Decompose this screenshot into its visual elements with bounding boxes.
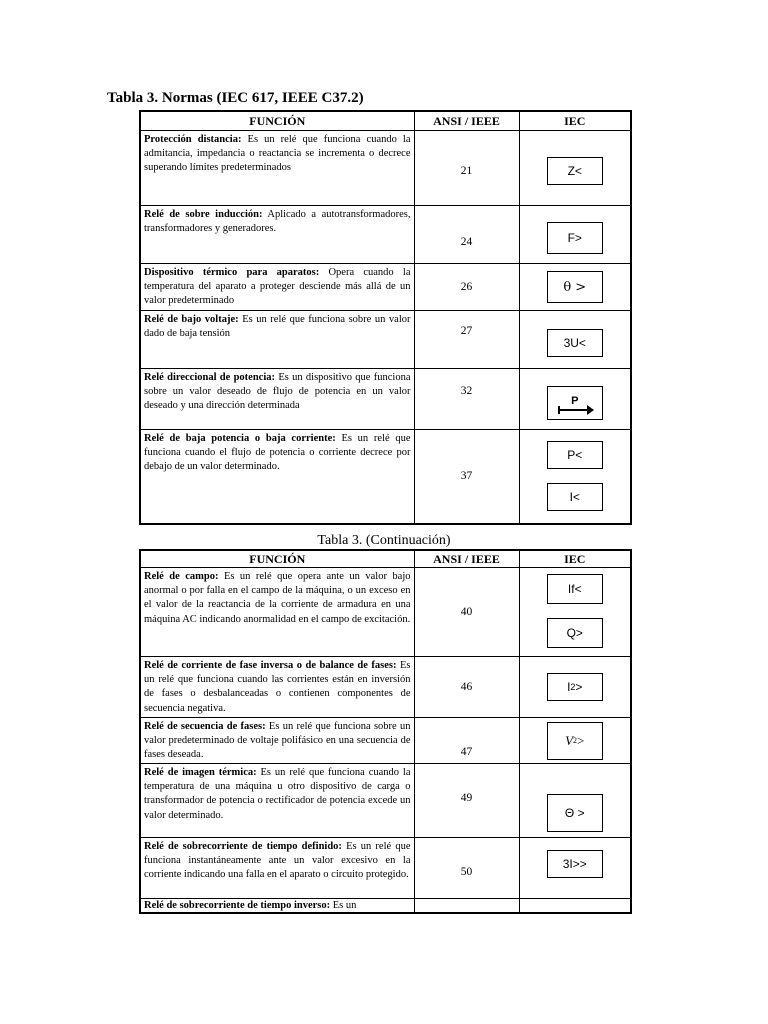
- function-desc: Es un relé que funciona cuando el flujo de potencia o corriente decrece por debajo de un valor determinado.: [144, 433, 411, 473]
- function-desc: Aplicado a autotransformadores, transformadores y generadores.: [144, 209, 411, 235]
- function-name: Relé de sobre inducción:: [144, 209, 263, 220]
- ansi-code: 24: [414, 206, 519, 264]
- function-name: Relé de sobrecorriente de tiempo definido:: [144, 841, 342, 852]
- iec-symbol: Z<: [547, 157, 603, 185]
- function-desc: Opera cuando la temperatura del aparato a proteger desciende más allá de un valor predeterminado: [144, 267, 411, 307]
- norms-table: [139, 110, 632, 525]
- function-cell: [140, 568, 414, 657]
- header-iec: IEC: [519, 111, 631, 131]
- norms-table-continuation: [139, 549, 632, 914]
- header-funcion: FUNCIÓN: [140, 111, 414, 131]
- iec-cell: [519, 206, 631, 264]
- function-cell: [140, 430, 414, 524]
- table1-title: Tabla 3. Normas (IEC 617, IEEE C37.2): [107, 90, 364, 106]
- table-row: [140, 764, 631, 838]
- function-desc: Es un relé que funciona cuando las corrientes están en inversión de fases o desbalanceadas o contienen componentes de secuencia negativa.: [144, 660, 411, 714]
- header-iec: IEC: [519, 550, 631, 568]
- table-header-row: [140, 111, 631, 131]
- iec-symbol: F>: [547, 222, 603, 254]
- function-name: Relé de campo:: [144, 571, 219, 582]
- iec-symbol: Q>: [547, 618, 603, 648]
- iec-symbol-main: I: [567, 680, 571, 694]
- function-cell: [140, 131, 414, 206]
- function-desc: Es un relé que funciona instantáneamente ante un valor excesivo en la corriente indicando una falla en el aparato o circuito protegido.: [144, 841, 411, 881]
- function-name: Relé de imagen térmica:: [144, 767, 257, 778]
- iec-symbol: θ >: [547, 271, 603, 303]
- table-row: [140, 369, 631, 430]
- function-name: Protección distancia:: [144, 134, 242, 145]
- table2-title: Tabla 3. (Continuación): [317, 533, 451, 548]
- function-cell: [140, 718, 414, 764]
- table-row: [140, 430, 631, 524]
- header-ansi: ANSI / IEEE: [414, 550, 519, 568]
- function-name: Relé de bajo voltaje:: [144, 314, 239, 325]
- function-name: Relé de baja potencia o baja corriente:: [144, 433, 336, 444]
- iec-symbol-label: P: [571, 395, 579, 407]
- header-funcion: FUNCIÓN: [140, 550, 414, 568]
- function-cell: [140, 899, 414, 914]
- function-desc: Es un relé que funciona cuando la temperatura de una máquina u otro dispositivo de carga o transformador de potencia o rectificador de potencia excede un valor determinado.: [144, 767, 411, 821]
- ansi-code: 50: [414, 838, 519, 899]
- table-row: [140, 568, 631, 657]
- ansi-code: 26: [414, 264, 519, 311]
- arrow-right-icon: [558, 409, 592, 411]
- function-name: Relé de corriente de fase inversa o de balance de fases:: [144, 660, 397, 671]
- table-row: [140, 718, 631, 764]
- table-row: [140, 131, 631, 206]
- ansi-code: 21: [414, 131, 519, 206]
- function-desc: Es un dispositivo que funciona sobre un valor deseado de flujo de potencia en un valor deseado y una dirección determinada: [144, 372, 411, 412]
- iec-symbol: I<: [547, 483, 603, 511]
- function-cell: [140, 311, 414, 369]
- iec-cell: [519, 430, 631, 524]
- iec-cell: [519, 899, 631, 914]
- table-row: [140, 206, 631, 264]
- iec-symbol: [547, 386, 603, 420]
- iec-symbol: 3I>>: [547, 850, 603, 878]
- iec-symbol: If<: [547, 574, 603, 604]
- function-cell: [140, 206, 414, 264]
- iec-symbol: P<: [547, 441, 603, 469]
- ansi-code: 49: [414, 764, 519, 838]
- iec-symbol-tail: >: [575, 680, 583, 694]
- function-cell: [140, 369, 414, 430]
- function-cell: [140, 657, 414, 718]
- iec-cell: [519, 264, 631, 311]
- table-header-row: [140, 550, 631, 568]
- header-ansi: ANSI / IEEE: [414, 111, 519, 131]
- iec-symbol: [547, 673, 603, 701]
- iec-cell: [519, 838, 631, 899]
- iec-symbol-sub: 2: [573, 736, 578, 745]
- ansi-code: 47: [414, 718, 519, 764]
- iec-cell: [519, 311, 631, 369]
- table-row: [140, 838, 631, 899]
- iec-cell: [519, 369, 631, 430]
- ansi-code: 27: [414, 311, 519, 369]
- ansi-code: 37: [414, 430, 519, 524]
- ansi-code: 46: [414, 657, 519, 718]
- iec-cell: [519, 657, 631, 718]
- ansi-code: [414, 899, 519, 914]
- function-name: Relé direccional de potencia:: [144, 372, 276, 383]
- table-row: [140, 264, 631, 311]
- iec-symbol-main: V: [565, 732, 574, 748]
- function-cell: [140, 764, 414, 838]
- ansi-code: 32: [414, 369, 519, 430]
- function-name: Relé de sobrecorriente de tiempo inverso:: [144, 900, 331, 911]
- ansi-code: 40: [414, 568, 519, 657]
- iec-cell: [519, 718, 631, 764]
- function-desc: Es un relé que funciona cuando la admitancia, impedancia o reactancia se incrementa o decrece superando límites predeterminados: [144, 134, 411, 174]
- function-name: Dispositivo térmico para aparatos:: [144, 267, 320, 278]
- function-desc: Es un relé que opera ante un valor bajo anormal o por falla en el campo de la máquina, o un exceso en el valor de la reactancia de la corriente de armadura en una máquina AC indicando anormalidad en el campo de excitación.: [144, 571, 411, 625]
- function-desc: Es un relé que funciona sobre un valor dado de baja tensión: [144, 314, 411, 340]
- iec-symbol: [547, 722, 603, 760]
- table-row: [140, 899, 631, 914]
- iec-symbol-tail: >: [577, 732, 585, 748]
- function-name: Relé de secuencia de fases:: [144, 721, 266, 732]
- iec-symbol: Θ >: [547, 794, 603, 832]
- iec-cell: [519, 764, 631, 838]
- iec-symbol: 3U<: [547, 329, 603, 357]
- table-row: [140, 657, 631, 718]
- function-desc: Es un relé que funciona sobre un valor predeterminado de voltaje polifásico en una secuencia de fases deseada.: [144, 721, 411, 761]
- iec-cell: [519, 568, 631, 657]
- iec-cell: [519, 131, 631, 206]
- iec-symbol-sub: 2: [570, 682, 576, 692]
- function-desc: Es un: [330, 900, 357, 911]
- function-cell: [140, 838, 414, 899]
- function-cell: [140, 264, 414, 311]
- table-row: [140, 311, 631, 369]
